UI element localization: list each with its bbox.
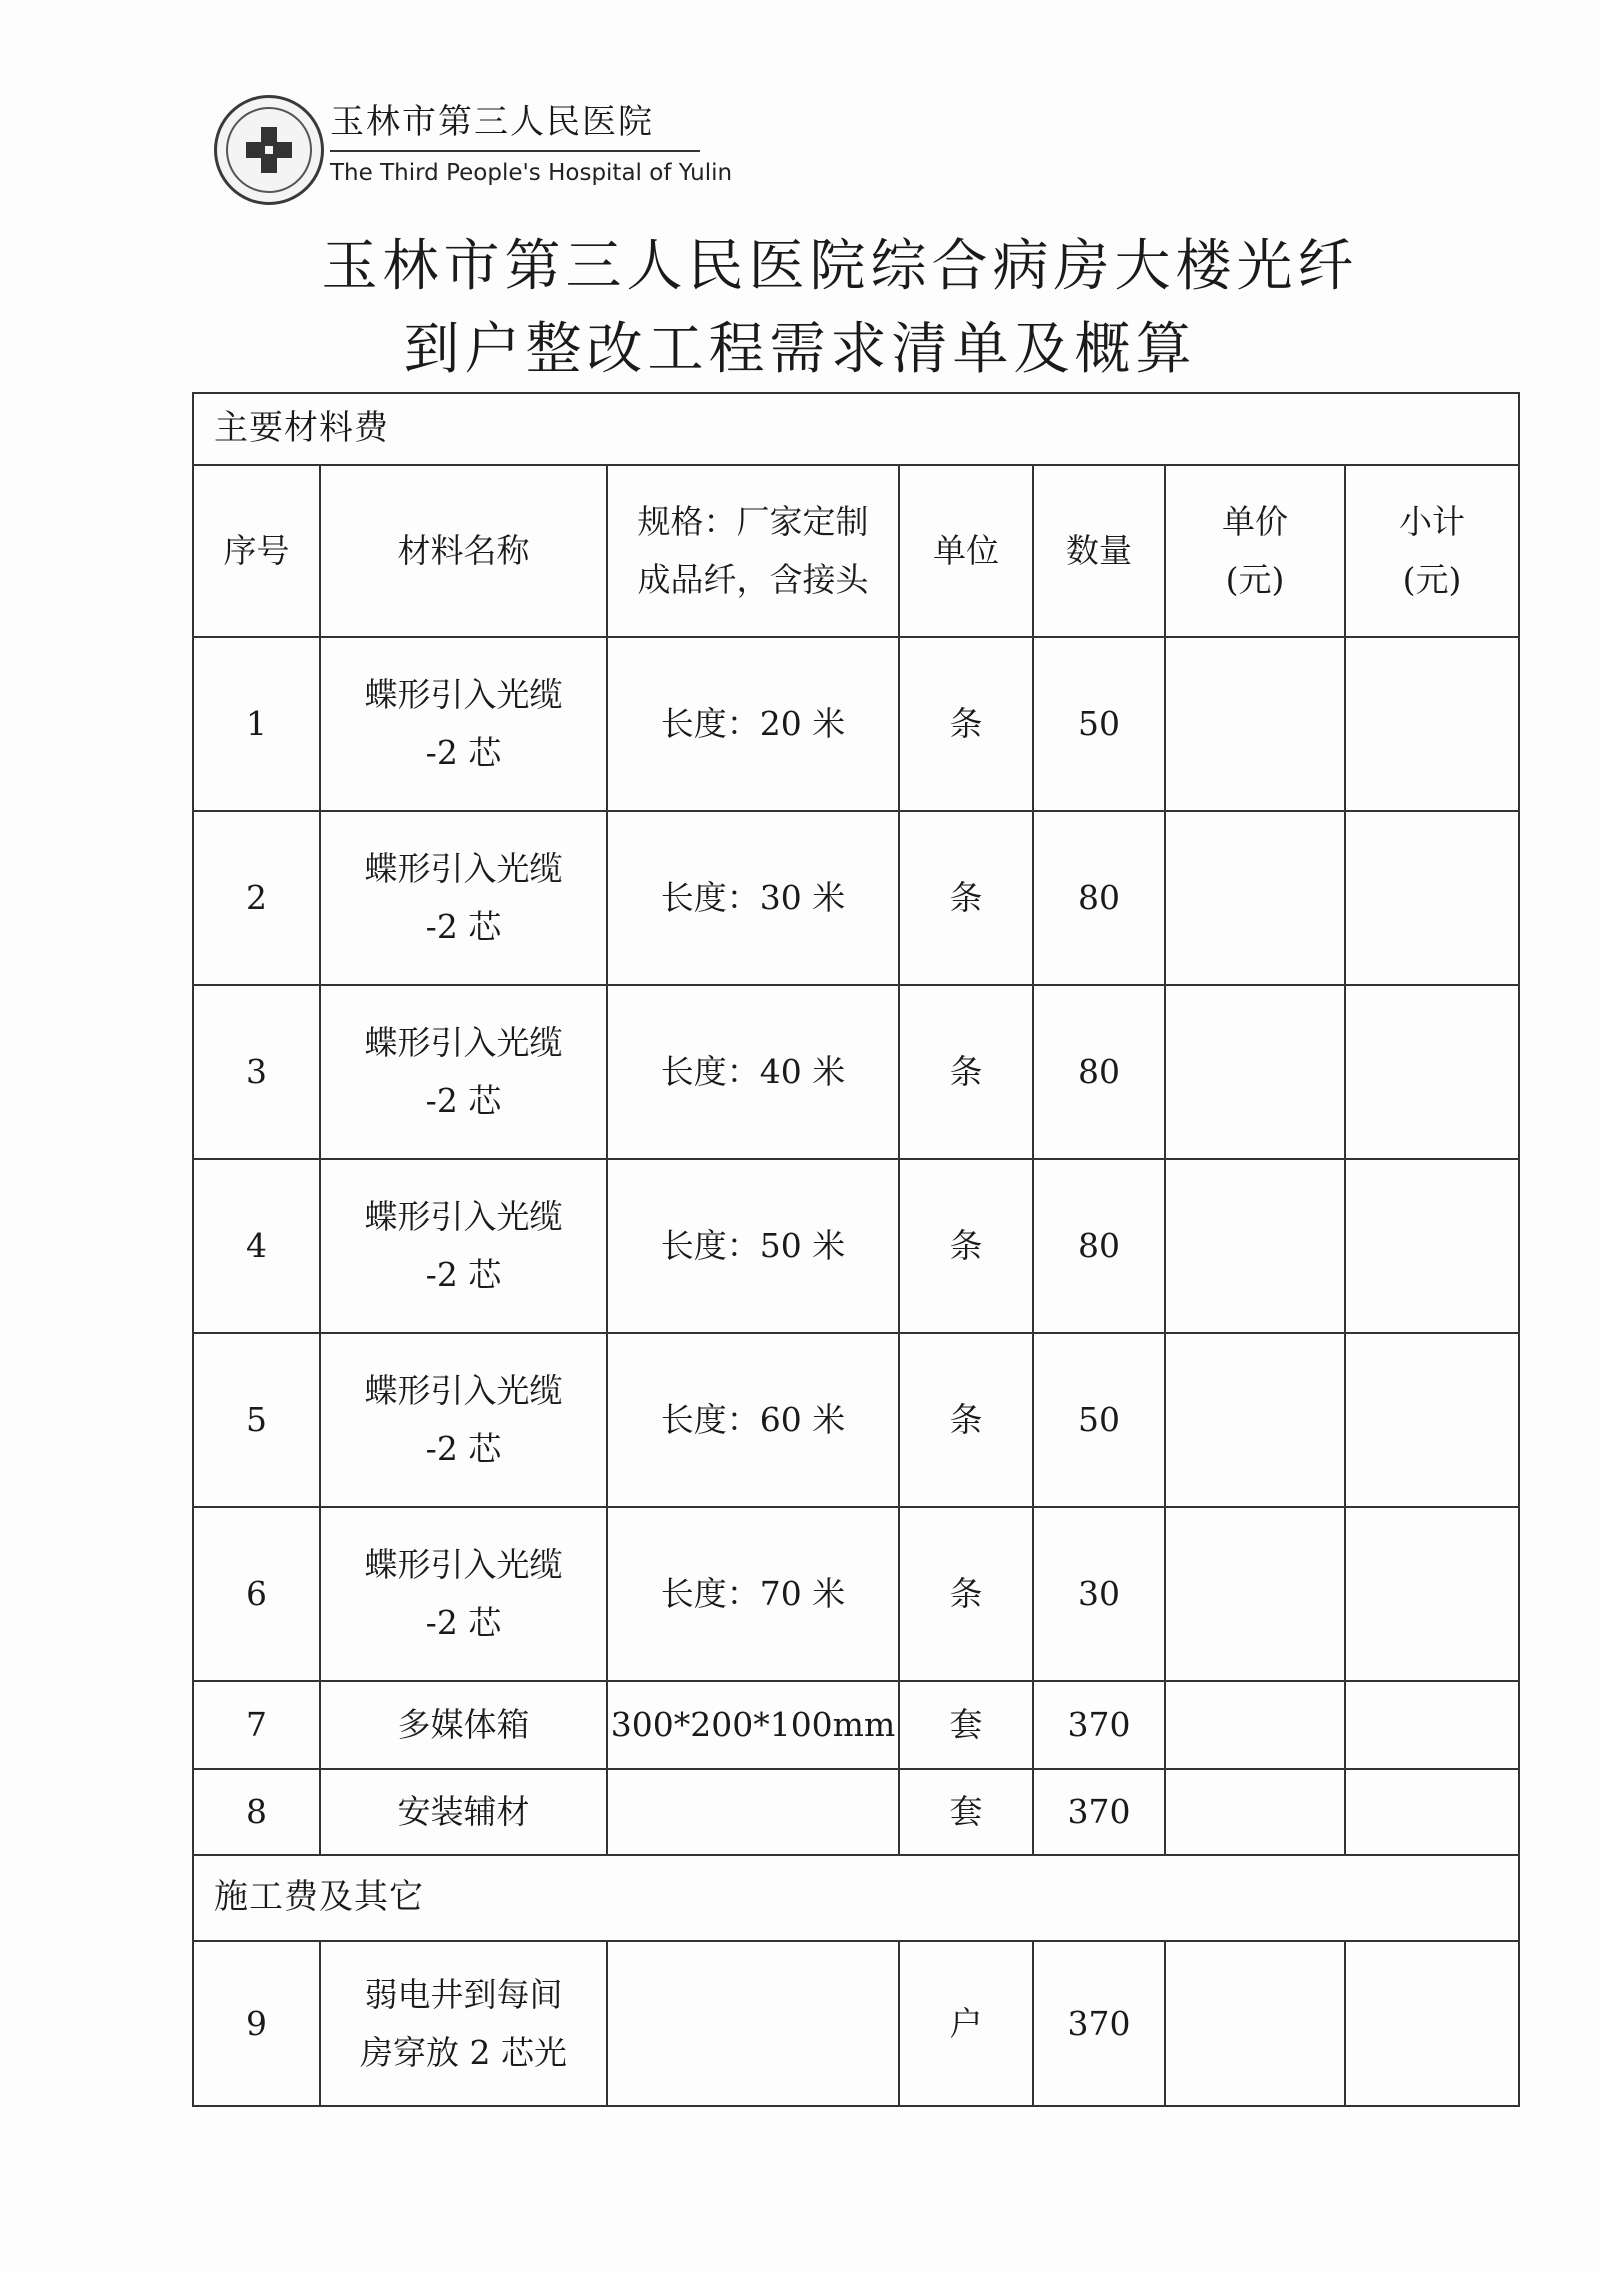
cell-no: 8: [193, 1769, 320, 1855]
cell-subtotal: [1345, 637, 1519, 811]
section-title-construction: 施工费及其它: [193, 1855, 1519, 1941]
header-divider: [330, 150, 700, 152]
table-row: [193, 1941, 1519, 2106]
table-row: [193, 985, 1519, 1159]
cell-subtotal: [1345, 1769, 1519, 1855]
cell-name: [320, 1159, 607, 1333]
cell-spec: 长度：20 米: [607, 637, 899, 811]
logo-ring: [226, 107, 312, 193]
cell-qty: 80: [1033, 1159, 1165, 1333]
table-row: [193, 1681, 1519, 1769]
cell-spec: [607, 1941, 899, 2106]
header-name: 材料名称: [320, 465, 607, 637]
cell-subtotal: [1345, 1941, 1519, 2106]
cell-unit: 套: [899, 1681, 1033, 1769]
cell-name-line2: -2 芯: [425, 907, 502, 946]
cell-spec: 长度：50 米: [607, 1159, 899, 1333]
header-subtotal-line2: (元): [1402, 560, 1462, 599]
cell-name: [320, 1507, 607, 1681]
cell-spec: 长度：60 米: [607, 1333, 899, 1507]
cell-subtotal: [1345, 1681, 1519, 1769]
cell-qty: 80: [1033, 985, 1165, 1159]
header-subtotal-line1: 小计: [1399, 502, 1465, 542]
header-spec-line1: 规格：厂家定制: [637, 502, 869, 542]
table-row: [193, 1507, 1519, 1681]
cell-name: [320, 985, 607, 1159]
cell-name: [320, 811, 607, 985]
cell-subtotal: [1345, 1507, 1519, 1681]
header-unit: 单位: [899, 465, 1033, 637]
cell-price: [1165, 1333, 1345, 1507]
header-no: 序号: [193, 465, 320, 637]
cell-spec: 长度：30 米: [607, 811, 899, 985]
cell-subtotal: [1345, 985, 1519, 1159]
cell-name-line1: 蝶形引入光缆: [364, 849, 563, 889]
cell-subtotal: [1345, 1159, 1519, 1333]
cell-qty: 50: [1033, 637, 1165, 811]
cell-price: [1165, 1507, 1345, 1681]
header-price-line1: 单价: [1222, 502, 1288, 542]
cell-qty: 370: [1033, 1769, 1165, 1855]
cell-spec: 长度：40 米: [607, 985, 899, 1159]
document-title-line2: 到户整改工程需求清单及概算: [403, 317, 1197, 382]
header-qty: 数量: [1033, 465, 1165, 637]
hospital-name-cn: 玉林市第三人民医院: [330, 102, 654, 142]
cell-no: 9: [193, 1941, 320, 2106]
cell-unit: 条: [899, 1333, 1033, 1507]
cell-no: 7: [193, 1681, 320, 1769]
cell-price: [1165, 811, 1345, 985]
table-row: [193, 1769, 1519, 1855]
table-row: [193, 811, 1519, 985]
document-title-line1: 玉林市第三人民医院综合病房大楼光纤: [321, 234, 1359, 299]
cell-no: 6: [193, 1507, 320, 1681]
section-title-materials: 主要材料费: [193, 393, 1519, 465]
cell-name-line2: -2 芯: [425, 733, 502, 772]
cell-no: 1: [193, 637, 320, 811]
cell-no: 5: [193, 1333, 320, 1507]
cell-no: 3: [193, 985, 320, 1159]
header-row: [193, 465, 1519, 637]
cell-spec: [607, 1769, 899, 1855]
cell-name-line1: 蝶形引入光缆: [364, 1197, 563, 1237]
cell-qty: 30: [1033, 1507, 1165, 1681]
section-row: [193, 1855, 1519, 1941]
cell-price: [1165, 1941, 1345, 2106]
header-price: [1165, 465, 1345, 637]
cell-price: [1165, 1159, 1345, 1333]
header-subtotal: [1345, 465, 1519, 637]
cell-qty: 50: [1033, 1333, 1165, 1507]
cell-name: 安装辅材: [320, 1769, 607, 1855]
table-row: [193, 637, 1519, 811]
cell-subtotal: [1345, 1333, 1519, 1507]
cell-name: [320, 637, 607, 811]
cell-name: 多媒体箱: [320, 1681, 607, 1769]
cell-unit: 条: [899, 811, 1033, 985]
cell-qty: 80: [1033, 811, 1165, 985]
cell-name-line1: 蝶形引入光缆: [364, 675, 563, 715]
cell-name-line1: 弱电井到每间: [364, 1974, 563, 2014]
cell-unit: 条: [899, 1507, 1033, 1681]
cell-name-line1: 蝶形引入光缆: [364, 1023, 563, 1063]
header-spec: [607, 465, 899, 637]
cell-unit: 条: [899, 1159, 1033, 1333]
cell-price: [1165, 985, 1345, 1159]
cell-no: 2: [193, 811, 320, 985]
cell-price: [1165, 637, 1345, 811]
cell-name-line1: 蝶形引入光缆: [364, 1371, 563, 1411]
table-row: [193, 1333, 1519, 1507]
cell-no: 4: [193, 1159, 320, 1333]
cell-qty: 370: [1033, 1681, 1165, 1769]
cell-name-line2: -2 芯: [425, 1603, 502, 1642]
hospital-name-en: The Third People's Hospital of Yulin: [330, 160, 733, 186]
cell-unit: 条: [899, 637, 1033, 811]
budget-table: [192, 392, 1520, 2107]
cell-name: [320, 1941, 607, 2106]
cell-name-line2: -2 芯: [425, 1429, 502, 1468]
cell-unit: 户: [899, 1941, 1033, 2106]
cell-name-line2: 房穿放 2 芯光: [360, 2032, 567, 2072]
section-row: [193, 393, 1519, 465]
cell-unit: 条: [899, 985, 1033, 1159]
cell-subtotal: [1345, 811, 1519, 985]
cell-name-line2: -2 芯: [425, 1081, 502, 1120]
cell-name-line2: -2 芯: [425, 1255, 502, 1294]
cell-name-line1: 蝶形引入光缆: [364, 1545, 563, 1585]
cell-unit: 套: [899, 1769, 1033, 1855]
hospital-logo: [214, 95, 324, 205]
header-price-line2: (元): [1225, 560, 1285, 599]
cell-spec: 长度：70 米: [607, 1507, 899, 1681]
cell-price: [1165, 1769, 1345, 1855]
medical-cross-icon: [242, 123, 296, 177]
table-row: [193, 1159, 1519, 1333]
cell-price: [1165, 1681, 1345, 1769]
header-spec-line2: 成品纤，含接头: [637, 560, 869, 599]
cell-qty: 370: [1033, 1941, 1165, 2106]
cell-spec: 300*200*100mm: [607, 1681, 899, 1769]
cell-name: [320, 1333, 607, 1507]
